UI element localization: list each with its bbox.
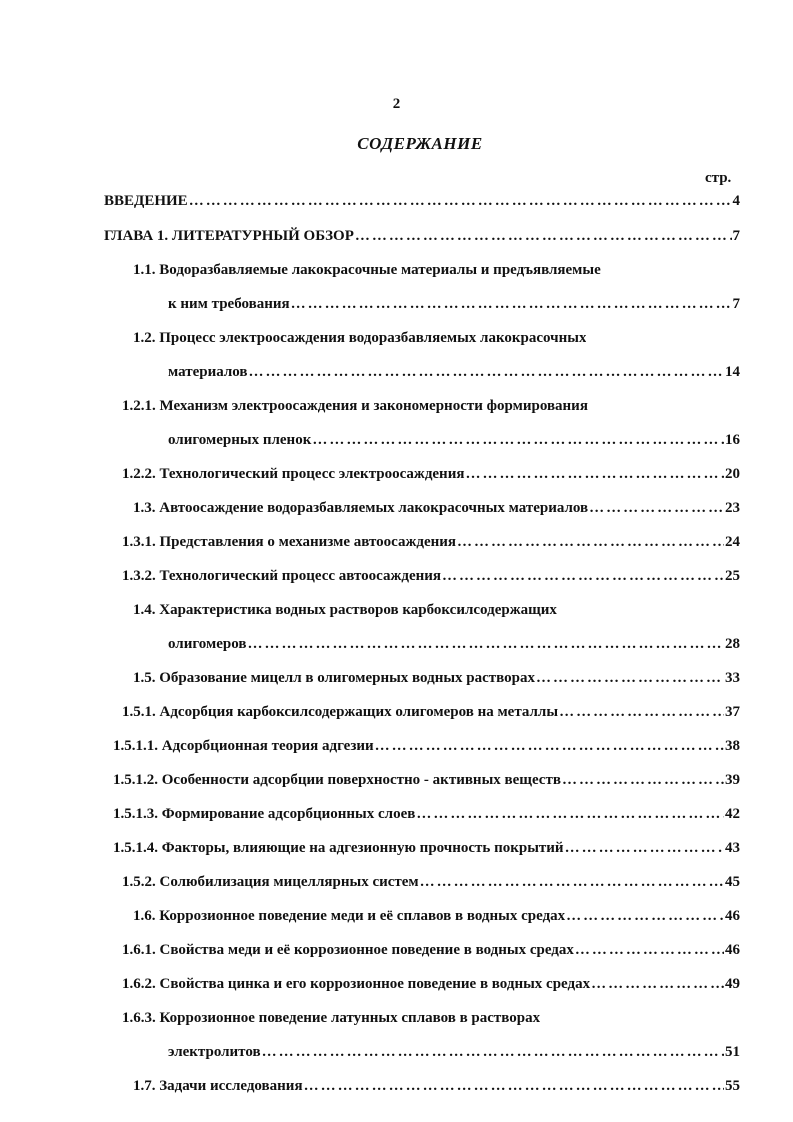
dot-leader xyxy=(247,633,724,655)
dot-leader xyxy=(291,293,732,315)
toc-entry-page: 39 xyxy=(725,772,740,788)
toc-entry-page: 4 xyxy=(732,193,740,209)
toc-entry-title: материалов xyxy=(168,364,248,380)
toc-entry-title: 1.3.2. Технологический процесс автоосаждения xyxy=(122,568,442,584)
dot-leader xyxy=(189,190,732,212)
toc-entry-page: 28 xyxy=(725,636,740,652)
dot-leader xyxy=(355,225,732,247)
toc-entry-1-5-1-2 xyxy=(113,769,740,791)
toc-entry-page: 33 xyxy=(725,670,740,686)
toc-entry-page: 45 xyxy=(725,874,740,890)
toc-entry-title: электролитов xyxy=(168,1044,261,1060)
dot-leader xyxy=(420,871,724,893)
toc-entry-page: 14 xyxy=(725,364,740,380)
dot-leader xyxy=(442,565,724,587)
toc-entry-title: олигомеров xyxy=(168,636,247,652)
toc-entry-page: 16 xyxy=(725,432,740,448)
toc-entry-title: 1.5.1.1. Адсорбционная теория адгезии xyxy=(113,738,374,754)
toc-entry-1-1-line1: 1.1. Водоразбавляемые лакокрасочные материалы и предъявляемые xyxy=(133,262,601,278)
toc-entry-title: 1.5.1.2. Особенности адсорбции поверхностно - активных веществ xyxy=(113,772,561,788)
toc-entry-page: 25 xyxy=(725,568,740,584)
toc-entry-page: 24 xyxy=(725,534,740,550)
toc-entry-1-5-1-1 xyxy=(113,735,740,757)
dot-leader xyxy=(416,803,724,825)
dot-leader xyxy=(566,905,724,927)
toc-entry-1-6-3 xyxy=(168,1041,740,1063)
toc-entry-title: 1.2.2. Технологический процесс электроосаждения xyxy=(122,466,465,482)
page-number: 2 xyxy=(392,96,401,112)
toc-entry-title: 1.7. Задачи исследования xyxy=(133,1078,303,1094)
toc-entry-page: 20 xyxy=(725,466,740,482)
toc-entry-1-6-1 xyxy=(122,939,740,961)
dot-leader xyxy=(249,361,724,383)
toc-entry-1-4-line1: 1.4. Характеристика водных растворов карбоксилсодержащих xyxy=(133,602,557,618)
toc-entry-intro xyxy=(104,190,740,212)
toc-entry-title: к ним требования xyxy=(168,296,290,312)
toc-entry-page: 46 xyxy=(725,908,740,924)
dot-leader xyxy=(536,667,724,689)
toc-entry-1-6-2 xyxy=(122,973,740,995)
toc-entry-title: 1.5.1.4. Факторы, влияющие на адгезионную прочность покрытий xyxy=(113,840,564,856)
toc-entry-1-2 xyxy=(168,361,740,383)
toc-entry-title: олигомерных пленок xyxy=(168,432,312,448)
toc-entry-page: 49 xyxy=(725,976,740,992)
toc-entry-chapter-1 xyxy=(104,225,740,247)
toc-entry-title: 1.5. Образование мицелл в олигомерных водных растворах xyxy=(133,670,536,686)
dot-leader xyxy=(304,1075,724,1097)
toc-entry-1-5-1-4 xyxy=(113,837,740,859)
toc-entry-page: 7 xyxy=(732,228,740,244)
toc-entry-page: 46 xyxy=(725,942,740,958)
dot-leader xyxy=(575,939,724,961)
toc-entry-1-5-1 xyxy=(122,701,740,723)
toc-entry-page: 38 xyxy=(725,738,740,754)
toc-entry-1-6-3-line1: 1.6.3. Коррозионное поведение латунных сплавов в растворах xyxy=(122,1010,541,1026)
toc-entry-page: 7 xyxy=(732,296,740,312)
toc-entry-page: 43 xyxy=(725,840,740,856)
toc-heading: СОДЕРЖАНИЕ xyxy=(357,134,483,153)
toc-entry-1-5 xyxy=(133,667,740,689)
page-column-label: стр. xyxy=(705,170,732,186)
toc-entry-1-6 xyxy=(133,905,740,927)
toc-entry-1-4 xyxy=(168,633,740,655)
dot-leader xyxy=(591,973,724,995)
dot-leader xyxy=(375,735,724,757)
toc-entry-page: 55 xyxy=(725,1078,740,1094)
toc-entry-title: ВВЕДЕНИЕ xyxy=(104,193,188,209)
toc-entry-1-3-1 xyxy=(122,531,740,553)
toc-entry-1-2-1 xyxy=(168,429,740,451)
toc-entry-title: ГЛАВА 1. ЛИТЕРАТУРНЫЙ ОБЗОР xyxy=(104,228,354,244)
toc-entry-1-5-2 xyxy=(122,871,740,893)
toc-entry-page: 51 xyxy=(725,1044,740,1060)
dot-leader xyxy=(559,701,724,723)
dot-leader xyxy=(262,1041,724,1063)
toc-entry-page: 23 xyxy=(725,500,740,516)
toc-entry-title: 1.3.1. Представления о механизме автоосаждения xyxy=(122,534,457,550)
toc-entry-1-5-1-3 xyxy=(113,803,740,825)
toc-entry-title: 1.5.1.3. Формирование адсорбционных слоев xyxy=(113,806,416,822)
toc-entry-page: 37 xyxy=(725,704,740,720)
toc-entry-1-3 xyxy=(133,497,740,519)
toc-entry-page: 42 xyxy=(725,806,740,822)
toc-entry-title: 1.6.2. Свойства цинка и его коррозионное поведение в водных средах xyxy=(122,976,591,992)
toc-entry-1-2-1-line1: 1.2.1. Механизм электроосаждения и закономерности формирования xyxy=(122,398,588,414)
dot-leader xyxy=(312,429,724,451)
toc-entry-1-7 xyxy=(133,1075,740,1097)
toc-entry-title: 1.6. Коррозионное поведение меди и её сплавов в водных средах xyxy=(133,908,566,924)
toc-entry-title: 1.5.2. Солюбилизация мицеллярных систем xyxy=(122,874,419,890)
dot-leader xyxy=(457,531,724,553)
toc-entry-1-3-2 xyxy=(122,565,740,587)
toc-entry-title: 1.5.1. Адсорбция карбоксилсодержащих олигомеров на металлы xyxy=(122,704,559,720)
toc-entry-1-2-2 xyxy=(122,463,740,485)
dot-leader xyxy=(562,769,724,791)
toc-entry-title: 1.6.1. Свойства меди и её коррозионное поведение в водных средах xyxy=(122,942,574,958)
dot-leader xyxy=(589,497,724,519)
toc-entry-1-2-line1: 1.2. Процесс электроосаждения водоразбавляемых лакокрасочных xyxy=(133,330,587,346)
dot-leader xyxy=(465,463,724,485)
toc-entry-1-1 xyxy=(168,293,740,315)
toc-entry-title: 1.3. Автоосаждение водоразбавляемых лакокрасочных материалов xyxy=(133,500,589,516)
dot-leader xyxy=(565,837,724,859)
